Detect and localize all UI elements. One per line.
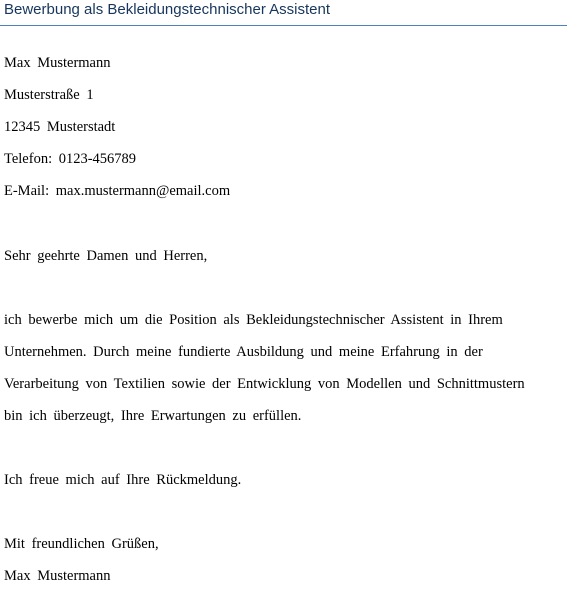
salutation: Sehr geehrte Damen und Herren, (4, 248, 208, 264)
sender-email: E-Mail: max.mustermann@email.com (4, 183, 231, 199)
sender-phone: Telefon: 0123-456789 (4, 151, 137, 167)
closing-paragraph: Ich freue mich auf Ihre Rückmeldung. (4, 472, 242, 488)
closing-greeting: Mit freundlichen Grüßen, (4, 536, 159, 552)
signature-name: Max Mustermann (4, 568, 111, 584)
body-line: Verarbeitung von Textilien sowie der Entwicklung von Modellen und Schnittmustern (4, 376, 525, 392)
sender-name: Max Mustermann (4, 55, 111, 71)
sender-address-block (4, 53, 230, 213)
sender-street: Musterstraße 1 (4, 87, 94, 103)
title-divider (0, 25, 567, 26)
body-paragraph (4, 310, 525, 438)
body-line: Unternehmen. Durch meine fundierte Ausbildung und meine Erfahrung in der (4, 344, 483, 360)
signoff-block (4, 534, 159, 598)
sender-city: 12345 Musterstadt (4, 119, 116, 135)
body-line: bin ich überzeugt, Ihre Erwartungen zu erfüllen. (4, 408, 302, 424)
document-title: Bewerbung als Bekleidungstechnischer Assistent (4, 1, 331, 18)
body-line: ich bewerbe mich um die Position als Bekleidungstechnischer Assistent in Ihrem (4, 312, 503, 328)
